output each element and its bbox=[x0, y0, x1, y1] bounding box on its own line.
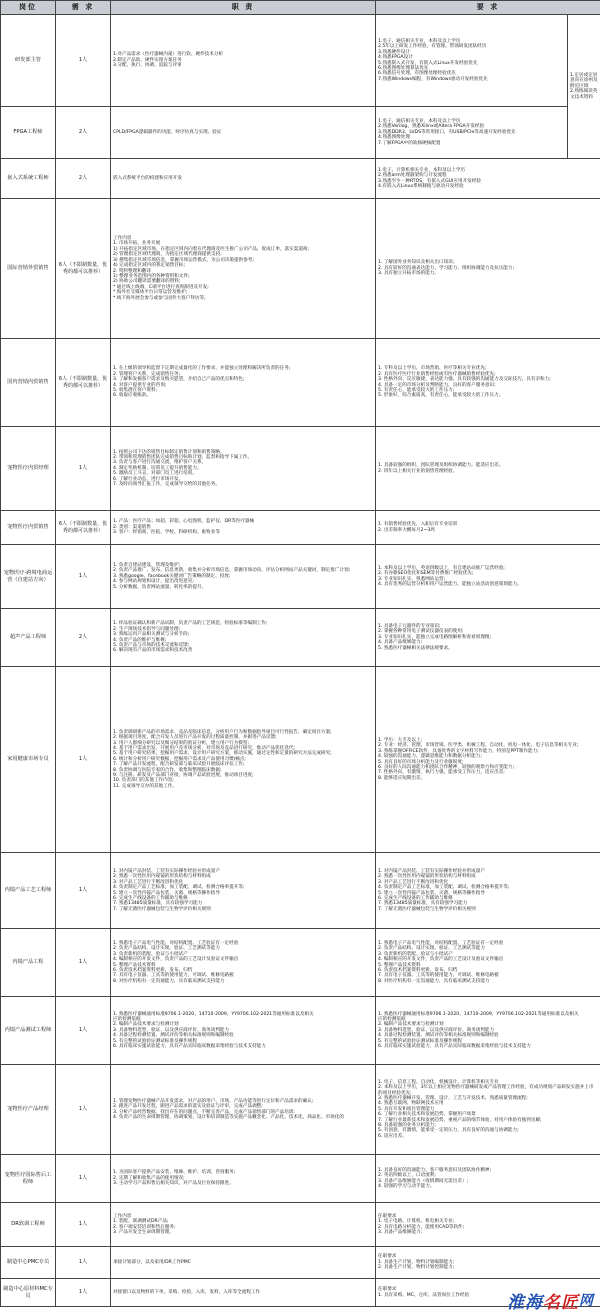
table-row bbox=[1, 853, 600, 929]
requirements-cell: 1. 熟悉电子产品电气性能，对结构配置、工艺验证有一定经验 2. 负责产品结构、设计实现、验证、工艺测试等能力 3. 负责新机的装配、验证与小批试产 4. 编制相应的开发文件，负责产品的工艺设计及验证文件输出 5. 整理产品技术资料 6. 负责技术档案资料更新、发布、归档 7. 具有电子仪器、工具等的使用能力，可调试、维修电路板 8. 对医疗机构有一定沟通能力，具有临床测试支持能力 bbox=[376, 929, 600, 997]
header-count: 需 求 bbox=[56, 1, 111, 15]
count-cell: 1人 bbox=[56, 1247, 111, 1279]
duties-cell: 1. 负责自建站建设、管理及维护; 2. 负责产品推广、发布、信息更新，收集并分析市场信息，掌握市场动向，评估分析网站产品关键词，制定推广计划; 3. 熟悉google、facebook关键词广告策略的制定、投放; 4. 参与网站规划和设计，提出改进意见; 5. 分析数据，负责网站流量、转化率的提升。 bbox=[111, 545, 376, 609]
requirements-cell: 1. 具备电子元器件的专业知识; 2. 掌握各种常用电子测试仪器仪表的使用; 3. 专业知识扎实，能独立完成电路图解析和查看原理图; 4. 具备产品维修能力; 5. 熟悉医疗器械相关法律法规要求。 bbox=[376, 609, 600, 667]
table-body bbox=[1, 15, 600, 1307]
table-row bbox=[1, 199, 600, 339]
requirements-cell: 1. 了解国外业务知识及相关出口知识; 2. 具有较好的沟通表达能力、学习能力、组织协调能力及抗压能力; 3. 具有独立开拓市场的能力。 bbox=[376, 199, 600, 339]
table-header-row bbox=[1, 1, 600, 15]
duties-cell: 1. 在上级的领导和监督下定期完成量化的工作要求，并能独立处理和解决所负责的任务; 2. 管理客户关系，完成销售任务; 3. 了解和发掘客户需求及购买愿望，介绍自己产品的优点和特色; 4. 对客户提供专业的咨询; 5. 收集潜在客户资料; 6. 收取应收账款。 bbox=[111, 339, 376, 427]
table-row bbox=[1, 339, 600, 427]
requirements-cell: 1.电子、计算机相关专业，本科及以上学历 2.熟悉arm处理器架构与开发流程 3.熟悉至少一种RTOS，有嵌入式GUI应用开发经验 4.有嵌入式Linux系统移植与驱动开发经验 bbox=[376, 159, 600, 199]
table-row bbox=[1, 511, 600, 545]
requirements-cell: 1. 电子、信息工程、自动化、机械设计、计算机等相关专业 2. 本科及以上学历，3年以上相应宠物医疗器械研发或产品管理工作经验，有成功规划产品研发实施并上市的项目经验优先; 3. 熟悉医疗器械开发、管理、设计、工艺与开发技术，熟悉质量管理流程; 4. 熟悉互联网、物联网技术应用 5. 具有开发和项目管理能力 6. 了解行业相关技术和发展趋势，掌握用户场景 7. 了解行业最新技术和发展趋势，重视产品的细节体验，对用户体验有独到见解; 8. 具备较强的业务分析能力; 5. 有创意、有激情，能承受一定的压力，具有良好的沟通与协调能力; 6. 适应出差。 bbox=[376, 1065, 600, 1155]
duties-cell: 对接窗口以及物料的下单，采购，检验，入库，发料，入库等全流程工作 bbox=[111, 1279, 376, 1307]
requirements-cell: 1. 本科及以上学历，英语四级以上，有自建站站推广运营经验; 2. 有谷歌SEO优化和SEM等付费推广经验优先; 3. 专业知识扎实，熟悉网站运营; 4. 具有优秀的运营分析和用户运营能力，能独立站活动创意策划能力。 bbox=[376, 545, 600, 609]
count-cell: 1人 bbox=[56, 15, 111, 107]
requirements-cell: 1. 具备良好的沟通能力，客户服务意识及团队协作精神; 2. 英语四级以上，口语流利; 3. 具备产品维修能力（疫情期间无需出差）; 4. 较强的学习与动手能力。 bbox=[376, 1155, 600, 1203]
table-row bbox=[1, 609, 600, 667]
requirements-cell: 1. 学历：大专及以上; 2. 专业：经济、管理、市场营销、医学类、机械工程、自动化、机电一体化、电子信息等相关专业; 3. 熟练掌握OFFICE软件，具备优秀的文字材料写作能力，特别是PPT制作能力; 4. 较强的沟通能力、逻辑思维能力和数据分析能力; 5. 具有良好的市场分析能力及行业敏锐度; 6. 良好的人际沟通能力和团队合作精神，较强的观察力和应变能力; 7. 性格外向，有激情，执行力强，能承受工作压力，适应出差; 8. 能够适应短期出差。 bbox=[376, 667, 600, 853]
header-requirements: 要 求 bbox=[376, 1, 600, 15]
position-cell: 内镜产品工艺工程师 bbox=[1, 853, 56, 929]
position-cell: 宠物医疗-跨境电商运营（自建站方向） bbox=[1, 545, 56, 609]
watermark-text-3: 网 bbox=[579, 1293, 594, 1309]
count-cell: 1人 bbox=[56, 1279, 111, 1307]
position-cell: 宠物医疗内贸销售 bbox=[1, 511, 56, 545]
position-cell: 嵌入式系统工程师 bbox=[1, 159, 56, 199]
position-cell: 制造中心原材料MC专员 bbox=[1, 1279, 56, 1307]
count-cell: 6人（不限制数量，优秀的都可以推荐） bbox=[56, 511, 111, 545]
requirements-cell: 1.电子、通信相关专业，本科及以上学历 2.5年以上研发工作经验，有管理、带领研发团队经历 3.熟悉硬件设计 4.熟悉FPGA设计 5.熟悉嵌入式开发，有嵌入式Linux开发经验优先 6.熟悉图像处理算法优先 6.熟悉信号处理，有图像处理经验优先 7.熟悉Windows编程，有Windows驱动开发经验优先 bbox=[376, 15, 568, 107]
position-cell: 制造中心PMC专员 bbox=[1, 1247, 56, 1279]
position-cell: 家用健康市场专员 bbox=[1, 667, 56, 853]
table-row bbox=[1, 929, 600, 997]
count-cell: 1人 bbox=[56, 1203, 111, 1247]
duties-cell: 工作内容 1. 装配、联调测试DR产品; 2. 客户端安装培训和售后服务; 3. 产品开发全生命周期管理。 bbox=[111, 1203, 376, 1247]
count-cell: 6人（不限制数量，优秀的都可以推荐） bbox=[56, 339, 111, 427]
table-row bbox=[1, 15, 600, 107]
duties-cell: 1. 对内镜产品封装、工装有实际操作经验并形成量产 2. 熟悉一次性医用内窥镜的形状结构与材料组成 3. 对产品工艺进行不断改进和优化 4. 负责制定产品工艺标准，加工装配、调试、检测合格率提升等; 5. 建立一次性内镜产品包装、灭菌、规格等操作指导 6. 完成生产线设备的工作辅助与维修 7. 熟悉13485质量标准，具有较强学习能力 7. 了解无菌医疗器械包装与生物学评价相关规则 bbox=[111, 853, 376, 929]
count-cell: 2人 bbox=[56, 107, 111, 159]
duties-cell: CPLD/FPGA逻辑器件的功能、时序仿真与实现、验证 bbox=[111, 107, 376, 159]
position-cell: 宠物医疗产品经理 bbox=[1, 1065, 56, 1155]
table-row bbox=[1, 1247, 600, 1279]
requirements-cell: 1. 专科及以上学历，市场营销、医疗等相关专业优先; 2. 具有医疗医疗行业销售经验或有医疗器械销售经验优先; 3. 性格外向、反应敏捷、表达能力强，具有较强的沟通能力及交际技巧，具有亲和力; 4. 具备一定的市场分析及判断能力，良好的客户服务意识; 5. 有责任心，能承受较大的工作压力; 5. 形象好，综合素质高，有责任心，能承受较大的工作压力。 bbox=[376, 339, 600, 427]
count-cell: 1人 bbox=[56, 667, 111, 853]
table-row bbox=[1, 1203, 600, 1247]
position-cell: 宠物医疗国际售后工程师 bbox=[1, 1155, 56, 1203]
header-position: 岗位 bbox=[1, 1, 56, 15]
requirements-cell: 任职要求 1. 具有采购、MC、仓库，品管岗位工作经验 bbox=[376, 1279, 600, 1307]
duties-cell: 1. 产品：医疗产品；如超、彩超、心电图机、监护仪、DR等医疗器械 2. 类别：渠道销售 3. 客户：经销商、医院、学校、科研机构、畜牧业等 bbox=[111, 511, 376, 545]
requirements-cell: 任职要求 1. 电子电路、计算机、机电相关专业; 2. 具有电路分析能力，能使用CAD等软件; 3. 具备产品维修能力; bbox=[376, 1203, 600, 1247]
position-cell: FPGA工程师 bbox=[1, 107, 56, 159]
duties-cell: 1. 熟悉电子产品电气性能，对结构配置、工艺验证有一定经验 2. 负责产品结构、设计实现、验证、工艺测试等能力 3. 负责新机的装配、验证与小批试产 4. 编制相应的开发文件，负责产品的工艺设计及验证文件输出 5. 整理产品技术资料 6. 负责技术档案资料更新、发布、归档 7. 具有电子仪器、工具等的使用能力，可调试、维修电路板 8. 对医疗机构有一定沟通能力，具有临床测试支持能力 bbox=[111, 929, 376, 997]
watermark-logo bbox=[507, 1289, 594, 1311]
duties-cell: 承接计划部分，以及家用/DR工作PMC bbox=[111, 1247, 376, 1279]
count-cell: 1人 bbox=[56, 997, 111, 1065]
count-cell: 1人 bbox=[56, 1155, 111, 1203]
position-cell: DR软调工程师 bbox=[1, 1203, 56, 1247]
table-row bbox=[1, 997, 600, 1065]
position-cell: 宠物医疗内贸经理 bbox=[1, 427, 56, 511]
header-duties: 职 责 bbox=[111, 1, 376, 15]
duties-cell: 1. 熟悉医疗器械通用标准9706.1-2020、14710-2009、YY9706.102-2021等通用标准以及相关 应的检测依据 2. 编制产品技术要求与检测计划 3. 具备物料选型、验证、以及供应商评价、商务谈判能力 4. 具备过程检测装置、测试评价等相关标准规则和编制经验 5. 有完整的试验验证测试标准及操作规程 6. 具有临床实施试验能力，具有产品实际临床数据采集经验与技术支持能力 bbox=[111, 997, 376, 1065]
count-cell: 1人 bbox=[56, 853, 111, 929]
count-cell: 2人 bbox=[56, 609, 111, 667]
count-cell: 2人 bbox=[56, 159, 111, 199]
count-cell: 1人 bbox=[56, 929, 111, 997]
count-cell: 1人 bbox=[56, 545, 111, 609]
table-row bbox=[1, 159, 600, 199]
table-row bbox=[1, 1155, 600, 1203]
table-row bbox=[1, 545, 600, 609]
position-cell: 国内营销内贸销售 bbox=[1, 339, 56, 427]
requirements-cell: 1. 熟悉医疗器械通用标准9706.1-2020、14710-2009、YY9706.102-2021等通用标准以及相关 应的检测依据 2. 编制产品技术要求与检测计划 3. 具备物料选型、验证、以及供应商评价、商务谈判能力 4. 具备过程检测装置、测试评价等相关标准规则和编制经验 5. 有完整的试验验证测试标准及操作规程 6. 具有临床实施试验能力，具有产品实际临床数据采集经验与技术支持能力 bbox=[376, 997, 600, 1065]
table-row bbox=[1, 667, 600, 853]
duties-cell: 嵌入式系统平台的构建和应用开发 bbox=[111, 159, 376, 199]
requirements-cell: 1. 有销售经验优先，入职后有专业培训 2. 出差频率大概每月2~3周 bbox=[376, 511, 600, 545]
requirements-cell: 1. 对内镜产品封装、工装有实际操作经验并形成量产 2. 熟悉一次性医用内窥镜的形状结构与材料组成 3. 对产品工艺进行不断改进和优化 4. 负责制定产品工艺标准，加工装配、调试、检测合格率提升等; 5. 建立一次性内镜产品包装、灭菌、规格等操作指导 6. 完成生产线设备的工作辅助与维修 7. 熟悉13485质量标准，具有较强学习能力 7. 了解无菌医疗器械包装与生物学评价相关规则 bbox=[376, 853, 600, 929]
position-cell: 内镜产品工程 bbox=[1, 929, 56, 997]
table-row bbox=[1, 1065, 600, 1155]
count-cell: 1人 bbox=[56, 427, 111, 511]
duties-cell: 工作内容 1. 市场开拓、业务开展 1) 开拓指定区域市场，在指定区域内向着在代理商及医生推广公司产品，促成订单，落实渠道商; 2) 管理指定区域代理商，为指定区域代理商提供支持; 3) 搜集指定区域市场信息，掌握市场运营模式，为公司决策提供参考; 4) 完成指定区域内的我定销售目标; 2. 资料整理和翻译 1) 整理业务范围内的各种资料和文件; 2) 协助公司翻译需要翻译的资料; * 通过线上线端，C端平台进行查询跟进及开发; * 海外社交媒体平台日常运营及维护; * 线下海外展会参与或参与国外大客户拜访等。 bbox=[111, 199, 376, 339]
requirements-cell: 1. 具备较强的组织、团队管理及组织协调能力。能适应出差。 2. 四年以上相关行业的销售管理经验。 bbox=[376, 427, 600, 511]
table-row bbox=[1, 427, 600, 511]
count-cell: 1人 bbox=[56, 1065, 111, 1155]
count-cell: 6人（不限制数量，优秀的都可以推荐） bbox=[56, 199, 111, 339]
watermark-text-2: 名匠 bbox=[543, 1292, 579, 1313]
duties-cell: 1. 按照公司下达的销售目标制定销售计划和销售策略。 2. 带领和管理销售团队完成销售目标和计划，监督和指导下属工作。 3. 负责与客户进行沟通交流，维护客户关系。 4. 制定奖励机制，培训员工提升销售能力。 5. 激励员工斗志，对部门员工进行培训。 6. 了解行业动态，进行市场开发。 7. 及时向领导汇报工作，完成领导交给的其他任务。 bbox=[111, 427, 376, 511]
watermark-text-1: 淮海 bbox=[507, 1292, 543, 1313]
duties-cell: 1.对产品需求（医疗器械内窥）进行软、硬件技术分析 2.制定产品软、硬件实现方案任务 3.分配、执行、协调、追踪与评审 bbox=[111, 15, 376, 107]
duties-cell: 1. 为国际客户提供产品安装、维修、维护、培训、咨询服务; 2. 定期了解和收集产品的使用情况; 3. 主动学习产品和售后相关知识，对产品及行业保持跟进。 bbox=[111, 1155, 376, 1203]
duties-cell: 1. 负责调研新产品的市场需求、竞品及临床信息，分析用户行为和数据指导项目可行性报告，确定项目方案; 2. 根据项目进度，配合开发人员进行产品开发的过程质量控制，并跟进产品反馈; 3. 用户人群细分研究以及细分结果的验证分析，建立用户行为模型; 4. 基于用户需求出发，开展用户及市场分析，对市场及竞品进行研究，推动产品优化迭代; 5. 基于用户研究结果，挖掘用户需求，设计用户研究方案，推动实施，通过定性和定量的研究方法完成研究; 6. 统计和分析用户研究数据，挖掘用户需求及产品使用习惯/痛点; 7. 了解产品开发流程，配合研发部与临床试验开展临床评估工作; 8. 负责协调与医院专家的合作，收集和整理临床数据; 9. 与注册、研发及产品部门对接，协调产品试验进展，推动项目进度; 10. 负责部门的其他工作内容; 11. 完成领导交办的其他工作。 bbox=[111, 667, 376, 853]
position-cell: 国际营销外贸销售 bbox=[1, 199, 56, 339]
position-cell: 超声产品工程师 bbox=[1, 609, 56, 667]
requirements-cell: 任职要求 1. 具备生产计划，物料计划编制能力; 2. 具备生产计划，物料计划控制能力; bbox=[376, 1247, 600, 1279]
duties-cell: 1. 管理宠物医疗器械产品开发需求，对产品的用户、市场、产品功能等进行定位和产品需求的确认; 2. 跟进产品开发过程，跟进产品需求的落实及验证与评审，完成产品调整; 3. 分析产品经营数据，找出存在的问题点，不断完善产品，完成产品销售部门的产品培训; 4. 负责产品的生命周期管理，协调策划、设计和培训制造等实施产品概念化、产品化、技术化、商品化、市场化的 bbox=[111, 1065, 376, 1155]
requirements-side-note: 1.定居或定居意向在徐州及附近区域 2.熟练阅读英文技术资料 bbox=[568, 15, 600, 159]
table-row bbox=[1, 107, 600, 159]
duties-cell: 1. 样品验证确认和新产品试制，负责产品的工艺规范，检验标准等编制工作; 2. 生产现场技术指导与问题处理; 3. 熟练运用产品相关测试与分析手段; 4. 负责产品的维护与维修; 5. 负责产品与市场的技术交流和反馈; 6. 解决现有产品的市场需求和技术改善 bbox=[111, 609, 376, 667]
position-cell: 研发部主管 bbox=[1, 15, 56, 107]
requirements-cell: 1.电子、通信相关专业，本科及以上学历 2.熟悉Verilog，熟悉Xilinx或Altera FPGA开发经验 3.熟悉DDR3、LVDS等常用接口，有USB/PCIe等高速开发经验优先 4.熟悉图像处理 7.了解FPGA中的软核硬核配置 bbox=[376, 107, 568, 159]
position-cell: 内镜产品测试工程师 bbox=[1, 997, 56, 1065]
